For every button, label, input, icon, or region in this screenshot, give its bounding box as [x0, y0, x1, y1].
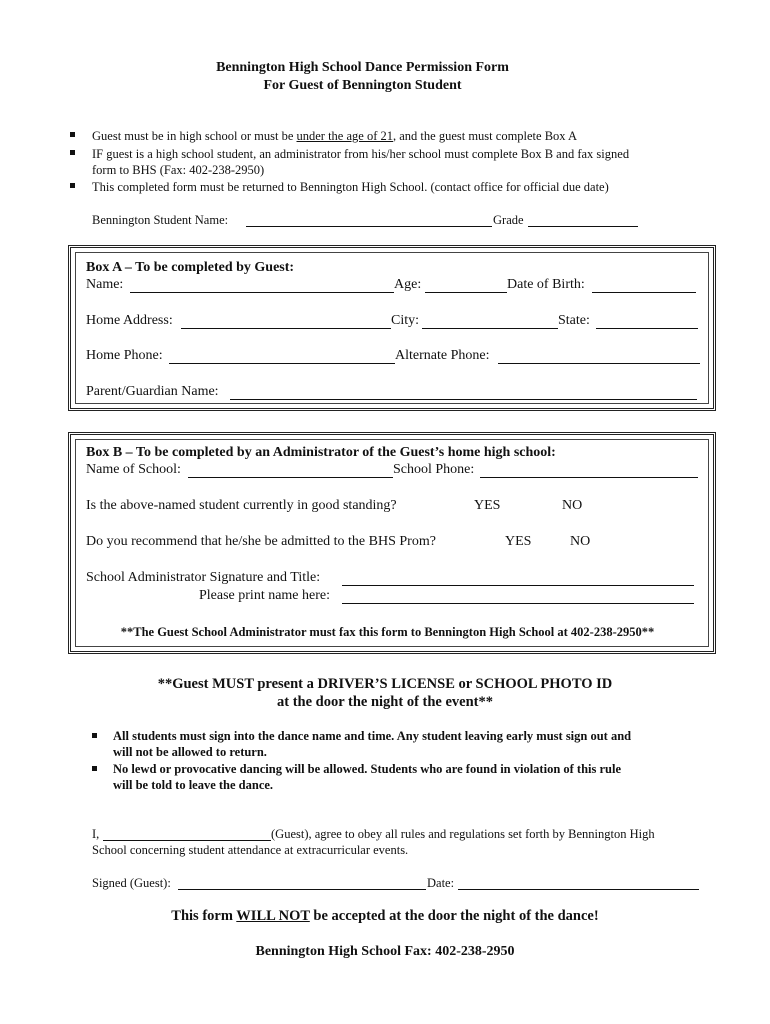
city-field[interactable]	[422, 328, 558, 329]
guardian-label: Parent/Guardian Name:	[86, 384, 219, 399]
box-b-heading: Box B – To be completed by an Administrator of the Guest’s home high school:	[86, 445, 556, 460]
conduct-sign-in-line2: will not be allowed to return.	[113, 745, 267, 759]
school-name-field[interactable]	[188, 477, 393, 478]
id-notice-line2: at the door the night of the event**	[276, 694, 493, 710]
dob-label: Date of Birth:	[507, 277, 585, 292]
guest-signature-label: Signed (Guest):	[92, 876, 171, 890]
home-phone-field[interactable]	[169, 363, 395, 364]
box-a-heading: Box A – To be completed by Guest:	[86, 260, 295, 275]
date-field[interactable]	[458, 889, 699, 890]
good-standing-question: Is the above-named student currently in good standing?	[86, 498, 397, 513]
date-label: Date:	[427, 876, 455, 890]
rule-admin-line2: form to BHS (Fax: 402-238-2950)	[92, 163, 265, 177]
bullet-icon	[92, 733, 97, 738]
agreement-text-line2: School concerning student attendance at extracurricular events.	[92, 843, 409, 857]
form-title: Bennington High School Dance Permission Form	[216, 60, 509, 75]
grade-label: Grade	[493, 213, 524, 227]
admin-signature-field[interactable]	[342, 585, 694, 586]
alt-phone-label: Alternate Phone:	[395, 348, 490, 363]
recommend-question: Do you recommend that he/she be admitted to the BHS Prom?	[86, 534, 436, 549]
rule-admin-line1: IF guest is a high school student, an administrator from his/her school must complete Box B and fax signed	[92, 147, 630, 161]
form-subtitle: For Guest of Bennington Student	[263, 78, 462, 93]
admin-print-name-field[interactable]	[342, 603, 694, 604]
guardian-field[interactable]	[230, 399, 697, 400]
bullet-icon	[92, 766, 97, 771]
state-field[interactable]	[596, 328, 698, 329]
school-phone-label: School Phone:	[393, 462, 475, 477]
recommend-no[interactable]: NO	[570, 534, 591, 549]
guest-agreement-name-field[interactable]	[103, 840, 271, 841]
agreement-i: I,	[92, 827, 100, 841]
recommend-yes[interactable]: YES	[505, 534, 532, 549]
footer-fax: Bennington High School Fax: 402-238-2950	[255, 944, 515, 959]
admin-signature-label: School Administrator Signature and Title:	[86, 570, 321, 585]
guest-name-label: Name:	[86, 277, 124, 292]
agreement-text: (Guest), agree to obey all rules and regulations set forth by Bennington High	[271, 827, 655, 841]
grade-field[interactable]	[528, 226, 638, 227]
rule-return: This completed form must be returned to Bennington High School. (contact office for official due date)	[92, 180, 609, 194]
school-name-label: Name of School:	[86, 462, 181, 477]
conduct-dancing-line2: will be told to leave the dance.	[113, 778, 274, 792]
id-notice-line1: **Guest MUST present a DRIVER’S LICENSE or SCHOOL PHOTO ID	[157, 676, 613, 692]
student-name-label: Bennington Student Name:	[92, 213, 229, 227]
good-standing-yes[interactable]: YES	[474, 498, 501, 513]
student-name-field[interactable]	[246, 226, 492, 227]
age-label: Age:	[394, 277, 422, 292]
school-phone-field[interactable]	[480, 477, 698, 478]
dob-field[interactable]	[592, 292, 696, 293]
bullet-icon	[70, 183, 75, 188]
city-label: City:	[391, 313, 420, 328]
conduct-dancing-line1: No lewd or provocative dancing will be allowed. Students who are found in violation of this rule	[113, 762, 622, 776]
bullet-icon	[70, 150, 75, 155]
door-warning: This form WILL NOT be accepted at the door the night of the dance!	[171, 908, 599, 924]
home-address-label: Home Address:	[86, 313, 173, 328]
state-label: State:	[558, 313, 590, 328]
home-phone-label: Home Phone:	[86, 348, 163, 363]
guest-signature-field[interactable]	[178, 889, 426, 890]
fax-note: **The Guest School Administrator must fax this form to Bennington High School at 402-238-2950**	[120, 625, 655, 639]
good-standing-no[interactable]: NO	[562, 498, 583, 513]
home-address-field[interactable]	[181, 328, 391, 329]
rule-age: Guest must be in high school or must be under the age of 21, and the guest must complete Box A	[92, 129, 578, 143]
alt-phone-field[interactable]	[498, 363, 700, 364]
age-field[interactable]	[425, 292, 507, 293]
admin-print-name-label: Please print name here:	[199, 588, 331, 603]
bullet-icon	[70, 132, 75, 137]
guest-name-field[interactable]	[130, 292, 394, 293]
conduct-sign-in-line1: All students must sign into the dance name and time. Any student leaving early must sign out and	[113, 729, 632, 743]
